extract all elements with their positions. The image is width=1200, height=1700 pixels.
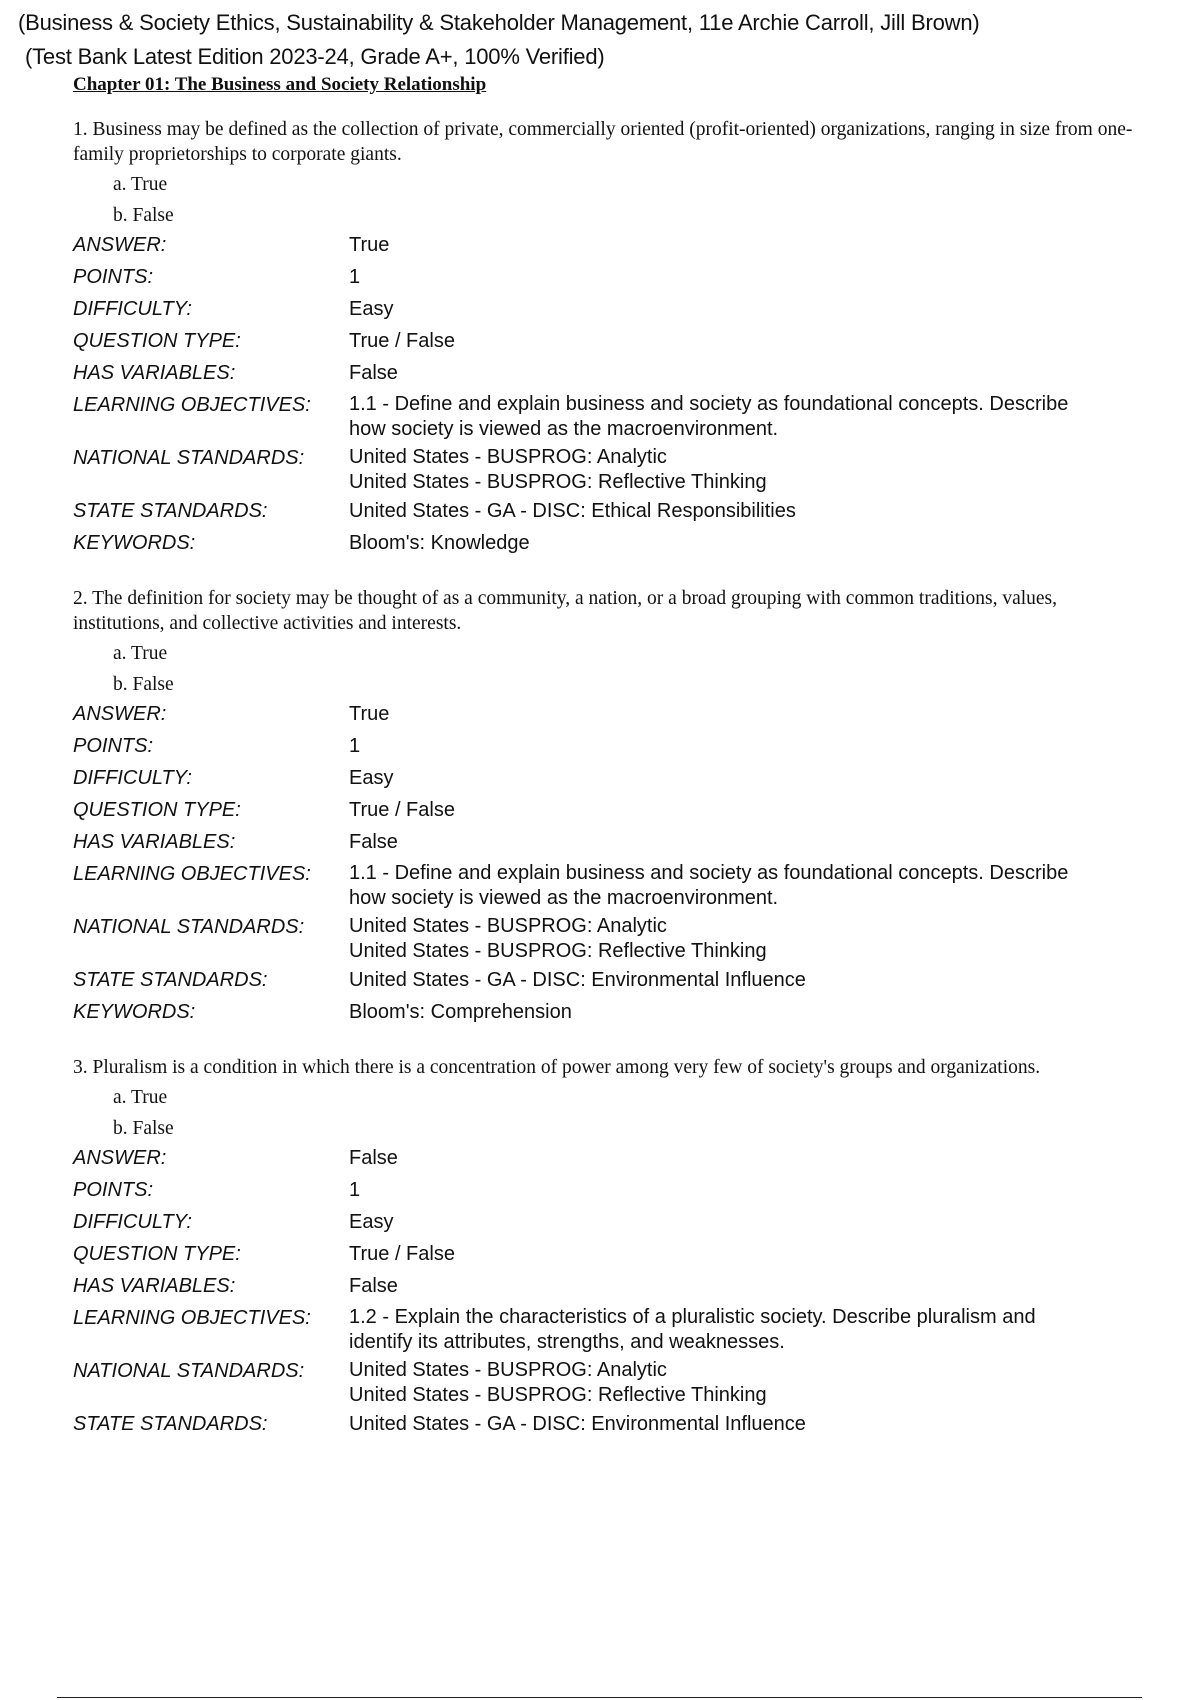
national-standards-value [349, 1358, 1149, 1411]
option-b: b. False [113, 205, 174, 226]
learning-objective-line: how society is viewed as the macroenvironment. [349, 887, 779, 909]
option-a: a. True [113, 643, 168, 664]
footer-divider [57, 1697, 1142, 1698]
question-type-value: True / False [349, 1243, 455, 1265]
header-subtitle-line: (Test Bank Latest Edition 2023-24, Grade A+, 100% Verified) [25, 44, 605, 69]
answer-label: ANSWER: [73, 234, 167, 256]
national-standards-label: NATIONAL STANDARDS: [73, 916, 305, 938]
keywords-label: KEYWORDS: [73, 1001, 196, 1023]
learning-objectives-value [349, 392, 1149, 445]
national-standard-line: United States - BUSPROG: Analytic [349, 446, 667, 468]
learning-objectives-value [349, 1305, 1149, 1358]
national-standard-line: United States - BUSPROG: Reflective Thinking [349, 940, 767, 962]
keywords-label: KEYWORDS: [73, 532, 196, 554]
difficulty-label: DIFFICULTY: [73, 1211, 192, 1233]
national-standards-value [349, 914, 1149, 967]
question-metadata [73, 701, 1149, 1031]
points-value: 1 [349, 1179, 361, 1201]
has-variables-label: HAS VARIABLES: [73, 362, 236, 384]
points-label: POINTS: [73, 266, 154, 288]
learning-objectives-value [349, 861, 1149, 914]
keywords-value: Bloom's: Comprehension [349, 1001, 572, 1023]
answer-value: True [349, 234, 390, 256]
keywords-value: Bloom's: Knowledge [349, 532, 530, 554]
learning-objective-line: 1.1 - Define and explain business and society as foundational concepts. Describe [349, 862, 1069, 884]
difficulty-value: Easy [349, 1211, 394, 1233]
state-standards-label: STATE STANDARDS: [73, 1413, 268, 1435]
has-variables-label: HAS VARIABLES: [73, 831, 236, 853]
question-type-label: QUESTION TYPE: [73, 1243, 241, 1265]
national-standards-label: NATIONAL STANDARDS: [73, 1360, 305, 1382]
difficulty-value: Easy [349, 298, 394, 320]
learning-objectives-label: LEARNING OBJECTIVES: [73, 394, 311, 416]
difficulty-label: DIFFICULTY: [73, 298, 192, 320]
national-standards-value [349, 445, 1149, 498]
answer-options [73, 1082, 1153, 1144]
question-type-label: QUESTION TYPE: [73, 799, 241, 821]
question-2 [73, 586, 1153, 1031]
answer-value: False [349, 1147, 398, 1169]
learning-objectives-label: LEARNING OBJECTIVES: [73, 1307, 311, 1329]
state-standards-value: United States - GA - DISC: Environmental Influence [349, 969, 806, 991]
answer-options [73, 169, 1153, 231]
learning-objectives-label: LEARNING OBJECTIVES: [73, 863, 311, 885]
has-variables-label: HAS VARIABLES: [73, 1275, 236, 1297]
question-text: 3. Pluralism is a condition in which there is a concentration of power among very few of society's groups and organizations. [73, 1057, 1041, 1078]
difficulty-value: Easy [349, 767, 394, 789]
answer-label: ANSWER: [73, 703, 167, 725]
difficulty-label: DIFFICULTY: [73, 767, 192, 789]
learning-objective-line: 1.2 - Explain the characteristics of a pluralistic society. Describe pluralism and [349, 1306, 1036, 1328]
learning-objective-line: how society is viewed as the macroenvironment. [349, 418, 779, 440]
question-list [73, 117, 1153, 1467]
chapter-title: Chapter 01: The Business and Society Relationship [73, 74, 487, 95]
national-standards-label: NATIONAL STANDARDS: [73, 447, 305, 469]
question-metadata [73, 232, 1149, 562]
has-variables-value: False [349, 1275, 398, 1297]
points-value: 1 [349, 266, 361, 288]
question-type-label: QUESTION TYPE: [73, 330, 241, 352]
question-text: 1. Business may be defined as the collection of private, commercially oriented (profit-oriented) organizations, ranging in size from one-family proprietorships to corporate giants. [73, 119, 1133, 165]
question-type-value: True / False [349, 799, 455, 821]
national-standard-line: United States - BUSPROG: Analytic [349, 915, 667, 937]
national-standard-line: United States - BUSPROG: Reflective Thinking [349, 1384, 767, 1406]
question-type-value: True / False [349, 330, 455, 352]
points-label: POINTS: [73, 1179, 154, 1201]
has-variables-value: False [349, 831, 398, 853]
option-b: b. False [113, 674, 174, 695]
option-b: b. False [113, 1118, 174, 1139]
answer-label: ANSWER: [73, 1147, 167, 1169]
question-text: 2. The definition for society may be thought of as a community, a nation, or a broad grouping with common traditions, values, institutions, and collective activities and interests. [73, 588, 1058, 634]
points-value: 1 [349, 735, 361, 757]
state-standards-label: STATE STANDARDS: [73, 500, 268, 522]
answer-value: True [349, 703, 390, 725]
header-title-line: (Business & Society Ethics, Sustainability & Stakeholder Management, 11e Archie Carroll, Jill Brown) [18, 10, 980, 35]
state-standards-value: United States - GA - DISC: Ethical Responsibilities [349, 500, 796, 522]
document-header [18, 6, 979, 74]
option-a: a. True [113, 174, 168, 195]
learning-objective-line: 1.1 - Define and explain business and society as foundational concepts. Describe [349, 393, 1069, 415]
national-standard-line: United States - BUSPROG: Analytic [349, 1359, 667, 1381]
state-standards-label: STATE STANDARDS: [73, 969, 268, 991]
national-standard-line: United States - BUSPROG: Reflective Thinking [349, 471, 767, 493]
question-1 [73, 117, 1153, 562]
question-3 [73, 1055, 1153, 1443]
answer-options [73, 638, 1153, 700]
points-label: POINTS: [73, 735, 154, 757]
question-metadata [73, 1145, 1149, 1443]
option-a: a. True [113, 1087, 168, 1108]
has-variables-value: False [349, 362, 398, 384]
state-standards-value: United States - GA - DISC: Environmental Influence [349, 1413, 806, 1435]
learning-objective-line: identify its attributes, strengths, and weaknesses. [349, 1331, 785, 1353]
